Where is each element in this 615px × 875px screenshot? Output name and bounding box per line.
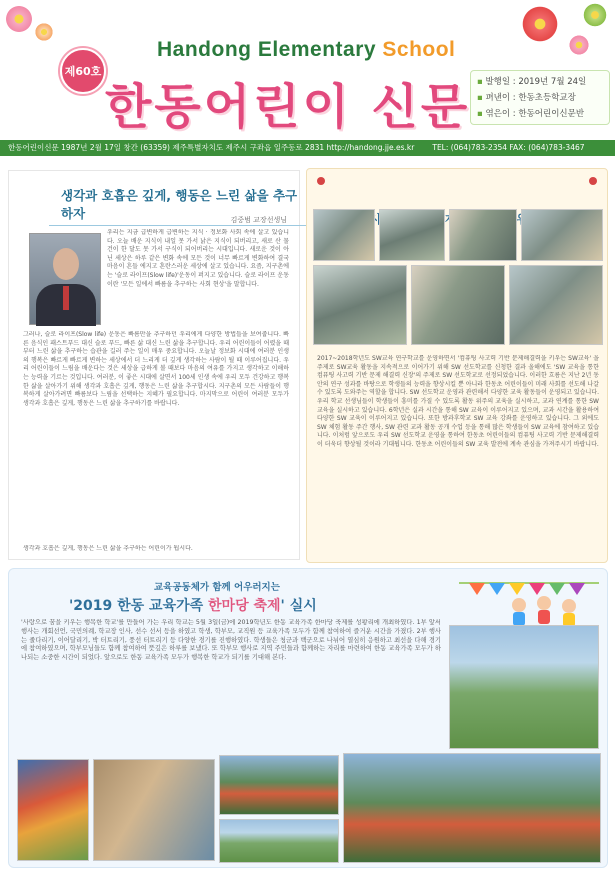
article3-title-end: ' 실시	[280, 598, 317, 614]
article3-title-accent: 한마당 축제	[208, 598, 281, 614]
sw-class-photo-2	[379, 209, 445, 261]
issue-badge: 제60호	[60, 48, 106, 94]
publication-info	[470, 70, 610, 125]
article1-title: 생각과 호흡은 깊게, 행동은 느린 삶을 추구하자	[61, 188, 298, 221]
article-festival	[8, 568, 608, 868]
pin-icon	[589, 177, 597, 185]
info-bar-contact: TEL: (064)783-2354 FAX: (064)783-3467	[432, 143, 585, 152]
flower-decoration-icon	[568, 34, 590, 56]
flower-decoration-icon	[34, 22, 54, 42]
sw-class-photo-1	[313, 209, 375, 261]
article2-body: 2017~2018학년도 SW교육 연구학교를 운영하면서 '컴퓨팅 사고력 기반 문제해결력을 키우는 SW교육' 을 주제로 SW교육 활동을 지속적으로 이어가기 위해 SW 선도학교를 신청한 결과 올해에도 'SW 교육을 통한 컴퓨팅 사고력 기반 문제 해결력 신장'의 주제로 SW 선도학교로 선정되었습니다. 이러한 흐름은 지난 2년 동안의 연구 성과를 바탕으로 학생들의 능력을 향상시킬 뿐 아니라 한동초 어린이들이 미래 사회를 선도해 나갈 수 있도록 도와주는 역할을 합니다. SW 선도학교 운영과 관련해서 다양한 교육 활동들이 운영되고 있습니다. 우리 학교 선생님들이 학생들이 흥미를 가질 수 있도록 활동 위주의 교육을 실시하고, 교과 연계를 통한 SW 교육을 실시하고 있습니다. 6학년은 실과 시간을 통해 SW 교육이 이루어지고 있으며, 교과 시간을 활용하여 다양한 SW 교육이 이루어지고 있습니다. 또한 방과후학교 SW 교육 강좌를 운영하고 있습니다. 그 외에도 SW 체험 활동 주간 행사, SW 관련 교과 활동 공개 수업 등을 통해 많은 학생들이 SW 교육에 참여하고 있습니다. 이처럼 앞으로도 우리 SW 선도학교 운영을 통하여 한동초 어린이들의 컴퓨팅 사고력 기반 문제해결력이 더욱더 향상될 것이라 기대됩니다. 한동초 어린이들의 SW 교육 발전에 계속 관심을 가져주시기 바랍니다.	[317, 355, 599, 448]
festival-photo-4	[219, 819, 339, 863]
pub-date: ▪ 발행일 : 2019년 7월 24일	[477, 74, 603, 90]
running-kids-illustration	[459, 573, 599, 633]
flower-decoration-icon	[582, 2, 608, 28]
masthead	[0, 0, 615, 140]
sw-class-photo-5	[313, 265, 407, 345]
article1-closing: 생각과 호흡은 깊게, 행동은 느린 삶을 추구하는 어린이가 됩시다.	[23, 545, 193, 552]
info-bar-address: 한동어린이신문 1987년 2월 17일 창간 (63359) 제주특별자치도 제주시 구좌읍 일주동로 2831 http://handong.jje.es.kr	[8, 143, 415, 152]
article-principal	[8, 170, 300, 560]
english-title-accent: School	[382, 38, 456, 61]
article1-para-full: 그러나, 슬로 라이프(Slow life) 운동은 빠름만을 추구하던 우리에게 다양한 방법들을 보여줍니다. 빠른 음식인 패스트푸드 대신 슬로 푸드, 빠른 삶 대신 느린 삶을 추구합니다. 우리 어린이들이 어렸을 때부터 느린 삶을 추구하는 습관을 길러 주는 일이 매우 중요합니다. 오늘날 정보화 시대에 여러분 인생의 행복은 빠르게 빠르게 변하는 세상에서 더 느리게 더 깊게 생각하는 사람이 될 때 이루어집니다. 우리 어린이들이 느림을 배운다는 것은 세상을 급하게 볼 때보다 마음의 여유를 가지고 생각하고 이해하는 능력을 기르는 것입니다. 여러분, 이 좋은 시대에 살면서 100세 인생 속에 우리 모두 건강하고 행복한 삶을 살아가기 위해 생각과 호흡은 깊게, 행동은 느린 삶을 추구합시다. 지구촌의 모든 사람들이 행복하게 살아가려면 빠름보다 느림을 선택하는 지혜가 필요합니다. 마지막으로 어린이 여러분 모두가 생각과 호흡은 깊게, 행동은 느린 삶을 추구하기를 바랍니다.	[23, 331, 289, 407]
sw-class-photo-4	[521, 209, 603, 261]
flower-decoration-icon	[520, 4, 560, 44]
festival-field-photo	[449, 625, 599, 749]
article3-subtitle: 교육공동체가 함께 어우러지는	[154, 582, 280, 593]
sw-class-photo-7	[509, 265, 603, 345]
article-sw-school	[306, 168, 608, 563]
festival-photo-5	[343, 753, 601, 863]
article3-body: '사랑으로 꿈을 키우는 행복한 학교'를 만들어 가는 우리 학교는 5월 3일(금)에 2019학년도 한동 교육가족 한마당 축제를 성황리에 개최하였다. 1부 앞서 행사는 개회선언, 국민의례, 학교장 인사, 선수 선서 등을 하였고 학생, 학부모, 교직원 등 교육가족 모두가 함께 참여하여 즐거운 시간을 가졌다. 2부 행사는 줄다리기, 이어달리기, 박 터트리기, 풍선 터트리기 등 다양한 경기를 진행하였다. 학생들은 청군과 백군으로 나뉘어 열심히 응원하고 최선을 다해 경기에 참여하였으며, 학부모님들도 함께 참여하여 뜻깊은 하루를 보냈다. 또 학부모 행사로 지역 주민들과 함께하는 자리를 마련하여 한동 교육가족 모두가 하나되는 소중한 시간이 되었다. 앞으로도 한동 교육가족 모두가 행복한 학교가 되기를 기대해 본다.	[21, 619, 441, 662]
festival-photo-2	[93, 759, 215, 861]
korean-title: 한동어린이 신문	[105, 79, 471, 135]
publisher: ▪ 펴낸이 : 한동초등학교장	[477, 90, 603, 106]
sw-class-photo-3	[449, 209, 517, 261]
principal-photo	[29, 233, 101, 325]
article1-para-right: 우리는 지금 급변하게 급변하는 지식 · 정보화 사회 속에 살고 있습니다. 오늘 배운 지식이 내일 못 가서 낡은 지식이 되버리고, 새로 산 물건이 한 달도 못 가서 구식이 되어버리는 시대입니다. 새로운 것이 아닌 세상은 하루 같은 변화 속에 모든 것이 너무 빠르게 변화하여 결국 마음이 흔들 에지고 혼란스러운 세상에 살고 있습니다. 요즘, 지구촌에는 '슬로 라이프(Slow life)'운동이 퍼지고 있습니다. 슬로 라이프 운동이란 '모든 일에서 빠름을 추구하는 사회 현상'을 말합니다.	[107, 229, 289, 288]
sw-class-photo-6	[411, 265, 505, 345]
editor: ▪ 엮은이 : 한동어린이신문반	[477, 106, 603, 122]
english-title-main: Handong Elementary	[157, 38, 383, 61]
flower-decoration-icon	[4, 4, 34, 34]
info-bar	[0, 140, 615, 156]
article3-title	[69, 595, 317, 615]
english-title	[157, 38, 455, 62]
article3-title-main: '2019 한동 교육가족	[69, 598, 209, 614]
pin-icon	[317, 177, 325, 185]
festival-photo-1	[17, 759, 89, 861]
article1-byline: 김중범 교장선생님	[230, 216, 287, 224]
festival-photo-3	[219, 755, 339, 815]
